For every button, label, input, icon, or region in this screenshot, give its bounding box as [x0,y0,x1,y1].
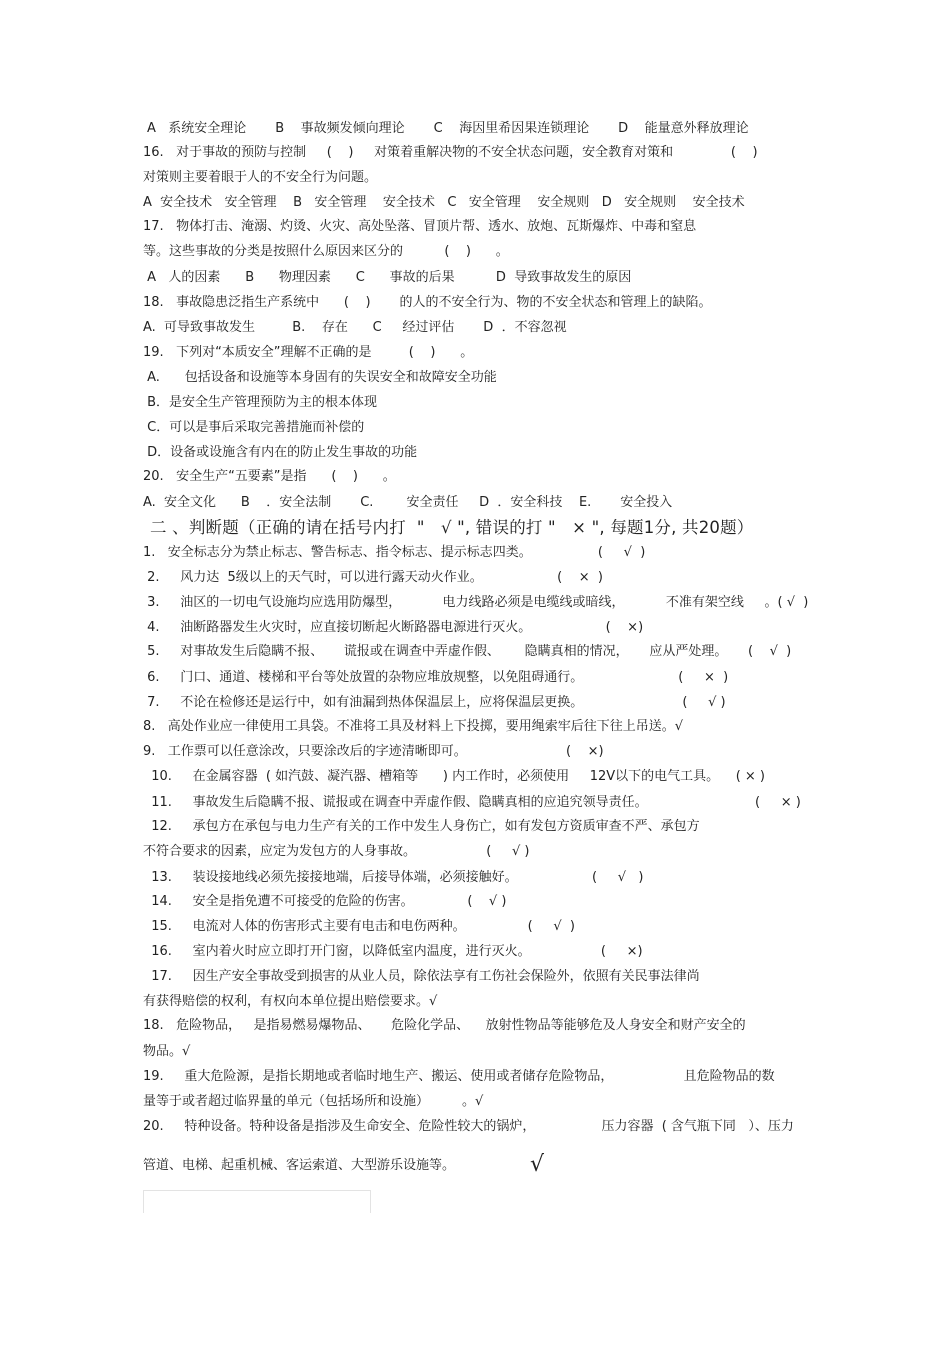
q20-options: A. 安全文化 B ．安全法制 C. 安全责任 D ．安全科技 E. 安全投入 [143,495,673,510]
judgment-item-18-cont: 物品。√ [143,1044,191,1059]
judgment-item-12: 12. 承包方在承包与电力生产有关的工作中发生人身伤亡，如有发包方资质审查不严、承包方 [143,819,700,834]
judgment-item-10: 10. 在金属容器 ( 如汽鼓、凝汽器、槽箱等 ) 内工作时，必须使用 12V以下的电气工具。 ( × ) [143,769,765,784]
judgment-item-14: 14. 安全是指免遭不可接受的危险的伤害。 ( √ ) [143,894,507,909]
q19-option-c: C．可以是事后采取完善措施而补偿的 [143,420,365,435]
judgment-item-13: 13. 装设接地线必须先接接地端，后接导体端，必须接触好。 ( √ ) [143,870,644,885]
judgment-item-18: 18. 危险物品， 是指易燃易爆物品、 危险化学品、 放射性物品等能够危及人身安全和财产安全的 [143,1018,746,1033]
judgment-item-2: 2. 风力达 5级以上的天气时，可以进行露天动火作业。 ( × ) [143,570,603,585]
judgment-item-5: 5. 对事故发生后隐瞒不报、 谎报或在调查中弄虚作假、 隐瞒真相的情况， 应从严处理。 ( √ ) [143,644,792,659]
q19-option-d: D．设备或设施含有内在的防止发生事故的功能 [143,445,418,460]
section-heading-judgment: 二 、判断题（正确的请在括号内打 " √ ", 错误的打 " × ", 每题1分, 共20题） [150,518,754,537]
judgment-item-7: 7. 不论在检修还是运行中，如有油漏到热体保温层上，应将保温层更换。 ( √ ) [143,695,726,710]
q17-options: A 人的因素 B 物理因素 C 事故的后果 D 导致事故发生的原因 [143,270,632,285]
judgment-item-11: 11. 事故发生后隐瞒不报、谎报或在调查中弄虚作假、隐瞒真相的应追究领导责任。 ( × ) [143,795,801,810]
q20-text: 20. 安全生产“五要素”是指 ( ) 。 [143,469,396,484]
judgment-item-8: 8. 高处作业应一律使用工具袋。不准将工具及材料上下投掷，要用绳索牢后往下往上吊送。√ [143,719,684,734]
judgment-item-19: 19. 重大危险源，是指长期地或者临时地生产、搬运、使用或者储存危险物品， 且危险物品的数 [143,1069,775,1084]
judgment-item-12-cont: 不符合要求的因素，应定为发包方的人身事故。 ( √ ) [143,844,530,859]
judgment-item-17: 17. 因生产安全事故受到损害的从业人员，除依法享有工伤社会保险外，依照有关民事法律尚 [143,969,700,984]
q17-text-cont: 等。这些事故的分类是按照什么原因来区分的 ( ) 。 [143,244,509,259]
judgment-item-9: 9. 工作票可以任意涂改，只要涂改后的字迹清晰即可。 ( ×) [143,744,604,759]
q19-option-a: A. 包括设备和设施等本身固有的失误安全和故障安全功能 [143,370,497,385]
q16-text-cont: 对策则主要着眼于人的不安全行为问题。 [143,170,378,185]
q19-text: 19. 下列对“本质安全”理解不正确的是 ( ) 。 [143,345,474,360]
judgment-item-19-cont: 量等于或者超过临界量的单元（包括场所和设施） 。√ [143,1094,484,1109]
judgment-item-16: 16. 室内着火时应立即打开门窗，以降低室内温度，进行灭火。 ( ×) [143,944,643,959]
judgment-item-6: 6. 门口、通道、楼梯和平台等处放置的杂物应堆放规整，以免阻碍通行。 ( × ) [143,670,729,685]
judgment-item-20-cont: 管道、电梯、起重机械、客运索道、大型游乐设施等。 [143,1158,456,1173]
q16-options: A 安全技术 安全管理 B 安全管理 安全技术 C 安全管理 安全规则 D 安全规则 安全技术 [143,195,745,210]
judgment-item-3: 3. 油区的一切电气设施均应选用防爆型， 电力线路必须是电缆线或暗线， 不准有架空线 。( √ ) [143,595,809,610]
q15-options: A 系统安全理论 B 事故频发倾向理论 C 海因里希因果连锁理论 D 能量意外释放理论 [147,121,749,136]
judgment-item-20: 20. 特种设备。特种设备是指涉及生命安全、危险性较大的锅炉， 压力容器 ( 含气瓶下同 ）、压力 [143,1119,794,1134]
judgment-item-17-cont: 有获得赔偿的权利，有权向本单位提出赔偿要求。√ [143,994,438,1009]
judgment-item-1: 1. 安全标志分为禁止标志、警告标志、指令标志、提示标志四类。 ( √ ) [143,545,646,560]
empty-box [143,1190,371,1213]
q19-option-b: B．是安全生产管理预防为主的根本体现 [143,395,378,410]
judgment-item-4: 4. 油断路器发生火灾时，应直接切断起火断路器电源进行灭火。 ( ×) [143,620,644,635]
q18-text: 18. 事故隐患泛指生产系统中 ( ) 的人的不安全行为、物的不安全状态和管理上的缺陷。 [143,295,712,310]
q16-text: 16. 对于事故的预防与控制 ( ) 对策着重解决物的不安全状态问题，安全教育对策和 ( ) [143,145,758,160]
q18-options: A. 可导致事故发生 B. 存在 C 经过评估 D ．不容忽视 [143,320,567,335]
check-mark-icon: √ [530,1152,545,1177]
q17-text: 17. 物体打击、淹溺、灼烫、火灾、高处坠落、冒顶片帮、透水、放炮、瓦斯爆炸、中毒和窒息 [143,219,697,234]
judgment-item-15: 15. 电流对人体的伤害形式主要有电击和电伤两种。 ( √ ) [143,919,575,934]
